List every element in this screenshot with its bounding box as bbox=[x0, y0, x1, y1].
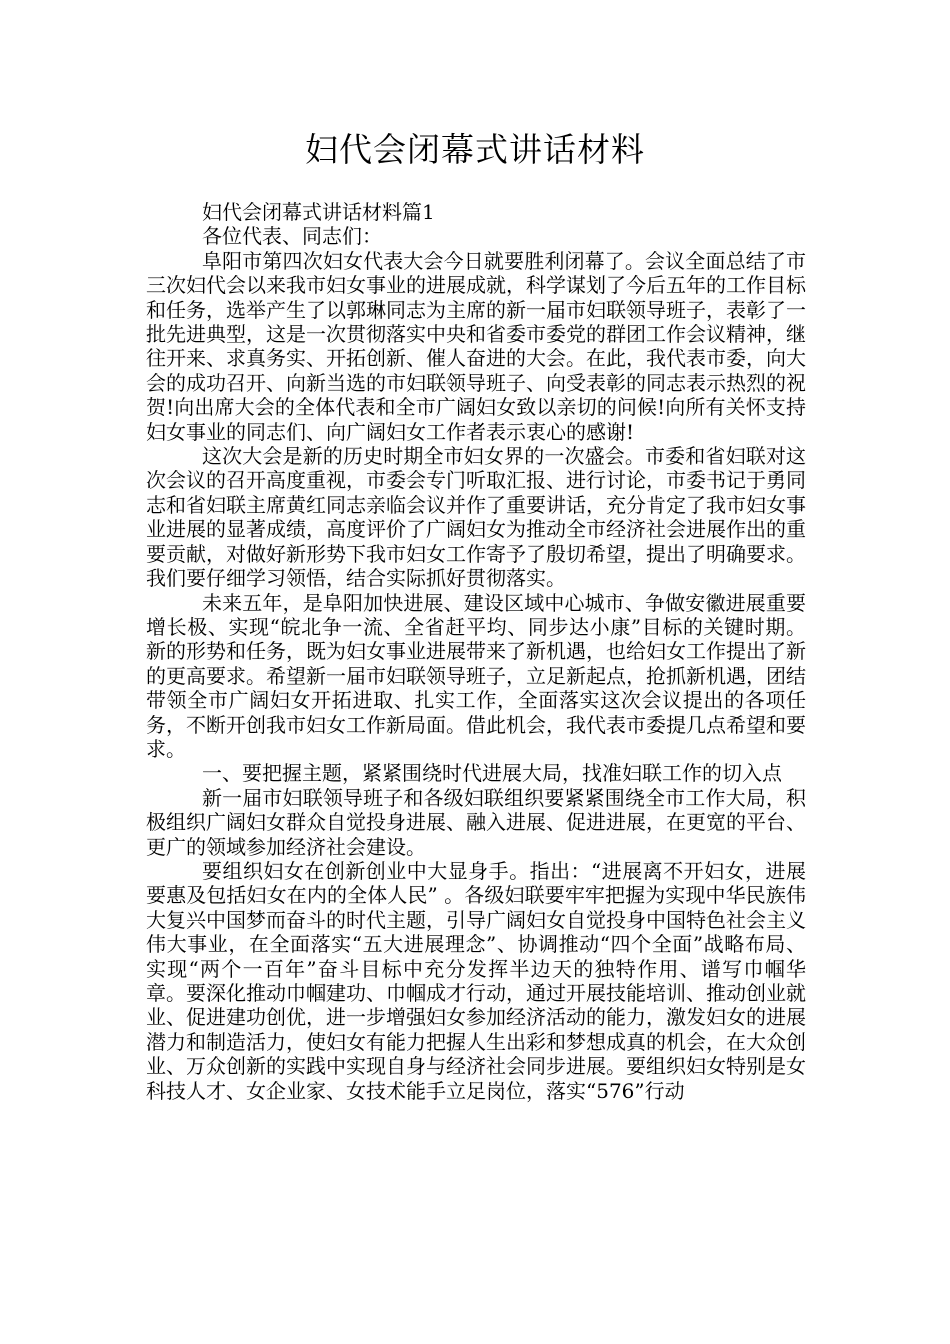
paragraph: 新一届市妇联领导班子和各级妇联组织要紧紧围绕全市工作大局，积极组织广阔妇女群众自觉投身进展、融入进展、促进进展，在更宽的平台、更广的领域参加经济社会建设。 bbox=[146, 785, 806, 859]
paragraph: 这次大会是新的历史时期全市妇女界的一次盛会。市委和省妇联对这次会议的召开高度重视，市委会专门听取汇报、进行讨论，市委书记于勇同志和省妇联主席黄红同志亲临会议并作了重要讲话，充分肯定了我市妇女事业进展的显著成绩，高度评价了广阔妇女为推动全市经济社会进展作出的重要贡献，对做好新形势下我市妇女工作寄予了殷切希望，提出了明确要求。我们要仔细学习领悟，结合实际抓好贯彻落实。 bbox=[146, 444, 806, 591]
salutation: 各位代表、同志们： bbox=[202, 224, 382, 249]
subheading: 一、要把握主题，紧紧围绕时代进展大局，找准妇联工作的切入点 bbox=[202, 761, 782, 786]
document-body bbox=[146, 200, 806, 1103]
paragraph: 未来五年，是阜阳加快进展、建设区域中心城市、争做安徽进展重要增长极、实现“皖北争一流、全省赶平均、同步达小康”目标的关键时期。新的形势和任务，既为妇女事业进展带来了新机遇，也给妇女工作提出了新的更高要求。希望新一届市妇联领导班子，立足新起点，抢抓新机遇，团结带领全市广阔妇女开拓进取、扎实工作，全面落实这次会议提出的各项任务，不断开创我市妇女工作新局面。借此机会，我代表市委提几点希望和要求。 bbox=[146, 590, 806, 761]
paragraph: 阜阳市第四次妇女代表大会今日就要胜利闭幕了。会议全面总结了市三次妇代会以来我市妇女事业的进展成就，科学谋划了今后五年的工作目标和任务，选举产生了以郭琳同志为主席的新一届市妇联领导班子，表彰了一批先进典型，这是一次贯彻落实中央和省委市委党的群团工作会议精神，继往开来、求真务实、开拓创新、催人奋进的大会。在此，我代表市委，向大会的成功召开、向新当选的市妇联领导班子、向受表彰的同志表示热烈的祝贺!向出席大会的全体代表和全市广阔妇女致以亲切的问候!向所有关怀支持妇女事业的同志们、向广阔妇女工作者表示衷心的感谢! bbox=[146, 248, 806, 444]
paragraph: 要组织妇女在创新创业中大显身手。指出：“进展离不开妇女，进展要惠及包括妇女在内的全体人民” 。各级妇联要牢牢把握为实现中华民族伟大复兴中国梦而奋斗的时代主题，引导广阔妇女自觉投身中国特色社会主义伟大事业，在全面落实“五大进展理念”、协调推动“四个全面”战略布局、实现“两个一百年”奋斗目标中充分发挥半边天的独特作用、谱写巾帼华章。要深化推动巾帼建功、巾帼成才行动，通过开展技能培训、推动创业就业、促进建功创优，进一步增强妇女参加经济活动的能力，激发妇女的进展潜力和制造活力，使妇女有能力把握人生出彩和梦想成真的机会，在大众创业、万众创新的实践中实现自身与经济社会同步进展。要组织妇女特别是女科技人才、女企业家、女技术能手立足岗位，落实“576”行动 bbox=[146, 858, 806, 1103]
section-heading: 妇代会闭幕式讲话材料篇1 bbox=[202, 200, 435, 224]
document-title: 妇代会闭幕式讲话材料 bbox=[305, 130, 645, 169]
